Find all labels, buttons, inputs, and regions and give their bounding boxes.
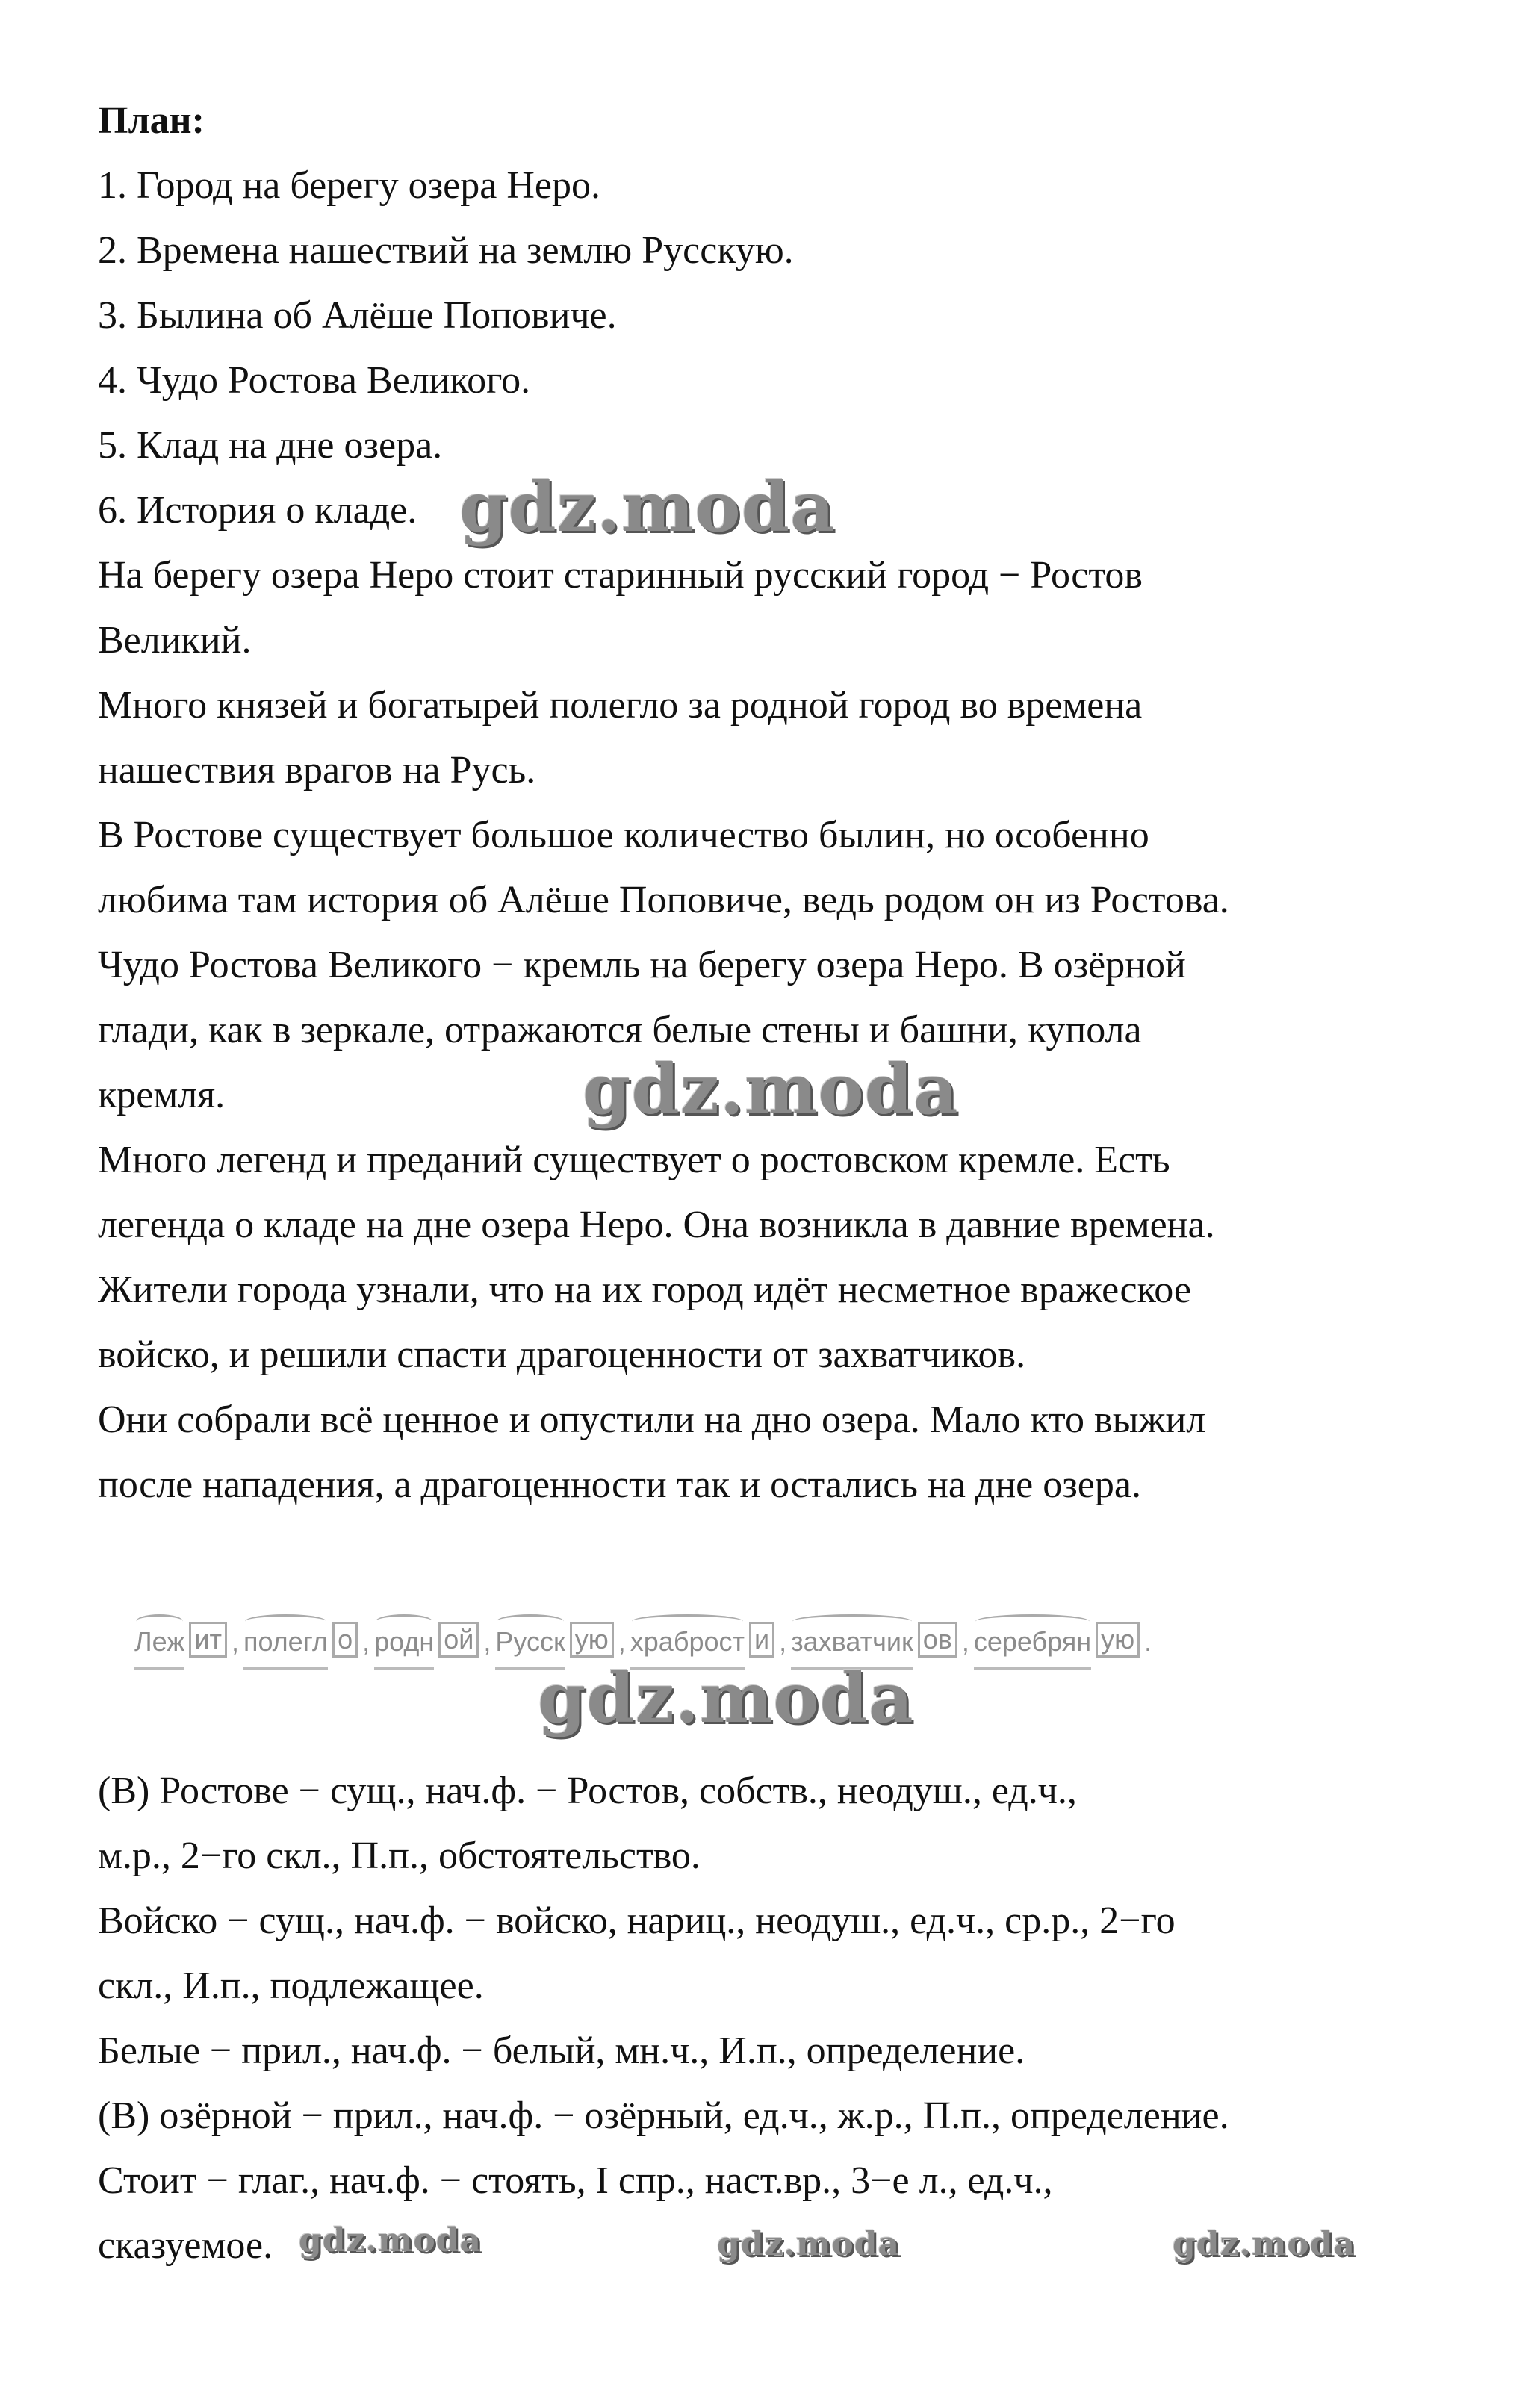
- punctuation: ,: [779, 1626, 787, 1657]
- text-line: глади, как в зеркале, отражаются белые стены и башни, купола: [98, 1009, 1142, 1051]
- word-stem: захватчик: [791, 1613, 913, 1658]
- plan-section: [98, 88, 1229, 1517]
- word-ending: ой: [438, 1622, 479, 1658]
- plan-item: 2. Времена нашествий на землю Русскую.: [98, 229, 794, 272]
- text-line: любима там история об Алёше Поповиче, ведь родом он из Ростова.: [98, 879, 1229, 921]
- watermark: gdz.moda: [538, 1658, 914, 1738]
- watermark: gdz.moda: [1173, 2225, 1356, 2263]
- text-line: Великий.: [98, 619, 252, 662]
- punctuation: ,: [961, 1626, 969, 1657]
- text-line: нашествия врагов на Русь.: [98, 749, 536, 791]
- watermark: gdz.moda: [717, 2225, 901, 2263]
- analysis-line: скл., И.п., подлежащее.: [98, 1964, 484, 2007]
- punctuation: ,: [618, 1626, 626, 1657]
- analysis-line: м.р., 2−го скл., П.п., обстоятельство.: [98, 1835, 701, 1877]
- word-ending: ит: [189, 1622, 227, 1658]
- analysis-line: Стоит − глаг., нач.ф. − стоять, I спр., наст.вр., 3−е л., ед.ч.,: [98, 2159, 1053, 2202]
- text-line: На берегу озера Неро стоит старинный русский город − Ростов: [98, 554, 1143, 597]
- word-stem: родн: [374, 1613, 434, 1658]
- word-ending: ую: [570, 1622, 614, 1658]
- word-ending: и: [749, 1622, 774, 1658]
- morpheme-parsing: [134, 1613, 1156, 1658]
- plan-item: 3. Былина об Алёше Поповиче.: [98, 294, 617, 337]
- text-line: войско, и решили спасти драгоценности от захватчиков.: [98, 1334, 1026, 1376]
- text-line: В Ростове существует большое количество былин, но особенно: [98, 814, 1149, 856]
- plan-item: 5. Клад на дне озера.: [98, 424, 443, 467]
- plan-item: 1. Город на берегу озера Неро.: [98, 164, 600, 207]
- text-line: Чудо Ростова Великого − кремль на берегу озера Неро. В озёрной: [98, 944, 1186, 986]
- plan-title: План:: [98, 99, 205, 142]
- text-line: Жители города узнали, что на их город идёт несметное вражеское: [98, 1269, 1191, 1311]
- plan-item: 4. Чудо Ростова Великого.: [98, 359, 531, 402]
- plan-item: 6. История о кладе.: [98, 489, 417, 532]
- word-stem: полегл: [243, 1613, 328, 1658]
- punctuation: .: [1144, 1626, 1152, 1657]
- punctuation: ,: [231, 1626, 239, 1657]
- text-line: легенда о кладе на дне озера Неро. Она возникла в давние времена.: [98, 1204, 1215, 1246]
- text-line: Много князей и богатырей полегло за родной город во времена: [98, 684, 1143, 727]
- watermark: gdz.moda: [299, 2221, 482, 2259]
- morpheme-word: [243, 1613, 358, 1658]
- text-line: после нападения, а драгоценности так и остались на дне озера.: [98, 1463, 1141, 1506]
- word-ending: ую: [1096, 1622, 1140, 1658]
- analysis-line: (В) Ростове − сущ., нач.ф. − Ростов, собств., неодуш., ед.ч.,: [98, 1770, 1077, 1812]
- watermark: gdz.moda: [583, 1049, 959, 1130]
- word-stem: Русск: [495, 1613, 565, 1658]
- analysis-line: Белые − прил., нач.ф. − белый, мн.ч., И.п., определение.: [98, 2029, 1025, 2072]
- word-stem: Леж: [134, 1613, 184, 1658]
- word-stem: храброст: [630, 1613, 745, 1658]
- story-text: [98, 543, 1229, 1517]
- analysis-line: (В) озёрной − прил., нач.ф. − озёрный, ед.ч., ж.р., П.п., определение.: [98, 2094, 1229, 2137]
- word-ending: ов: [918, 1622, 957, 1658]
- punctuation: ,: [362, 1626, 370, 1657]
- analysis-line: сказуемое.: [98, 2224, 273, 2267]
- punctuation: ,: [483, 1626, 491, 1657]
- morpheme-word: [495, 1613, 613, 1658]
- word-stem: серебрян: [974, 1613, 1091, 1658]
- morpheme-word: [974, 1613, 1140, 1658]
- morpheme-word: [374, 1613, 479, 1658]
- morpheme-word: [791, 1613, 957, 1658]
- text-line: Много легенд и преданий существует о ростовском кремле. Есть: [98, 1139, 1170, 1181]
- text-line: кремля.: [98, 1074, 226, 1116]
- morpheme-word: [134, 1613, 227, 1658]
- watermark: gdz.moda: [459, 467, 836, 547]
- morphological-analysis: [98, 1758, 1229, 2278]
- text-line: Они собрали всё ценное и опустили на дно озера. Мало кто выжил: [98, 1399, 1206, 1441]
- word-ending: о: [332, 1622, 358, 1658]
- morpheme-word: [630, 1613, 774, 1658]
- analysis-line: Войско − сущ., нач.ф. − войско, нариц., неодуш., ед.ч., ср.р., 2−го: [98, 1900, 1176, 1942]
